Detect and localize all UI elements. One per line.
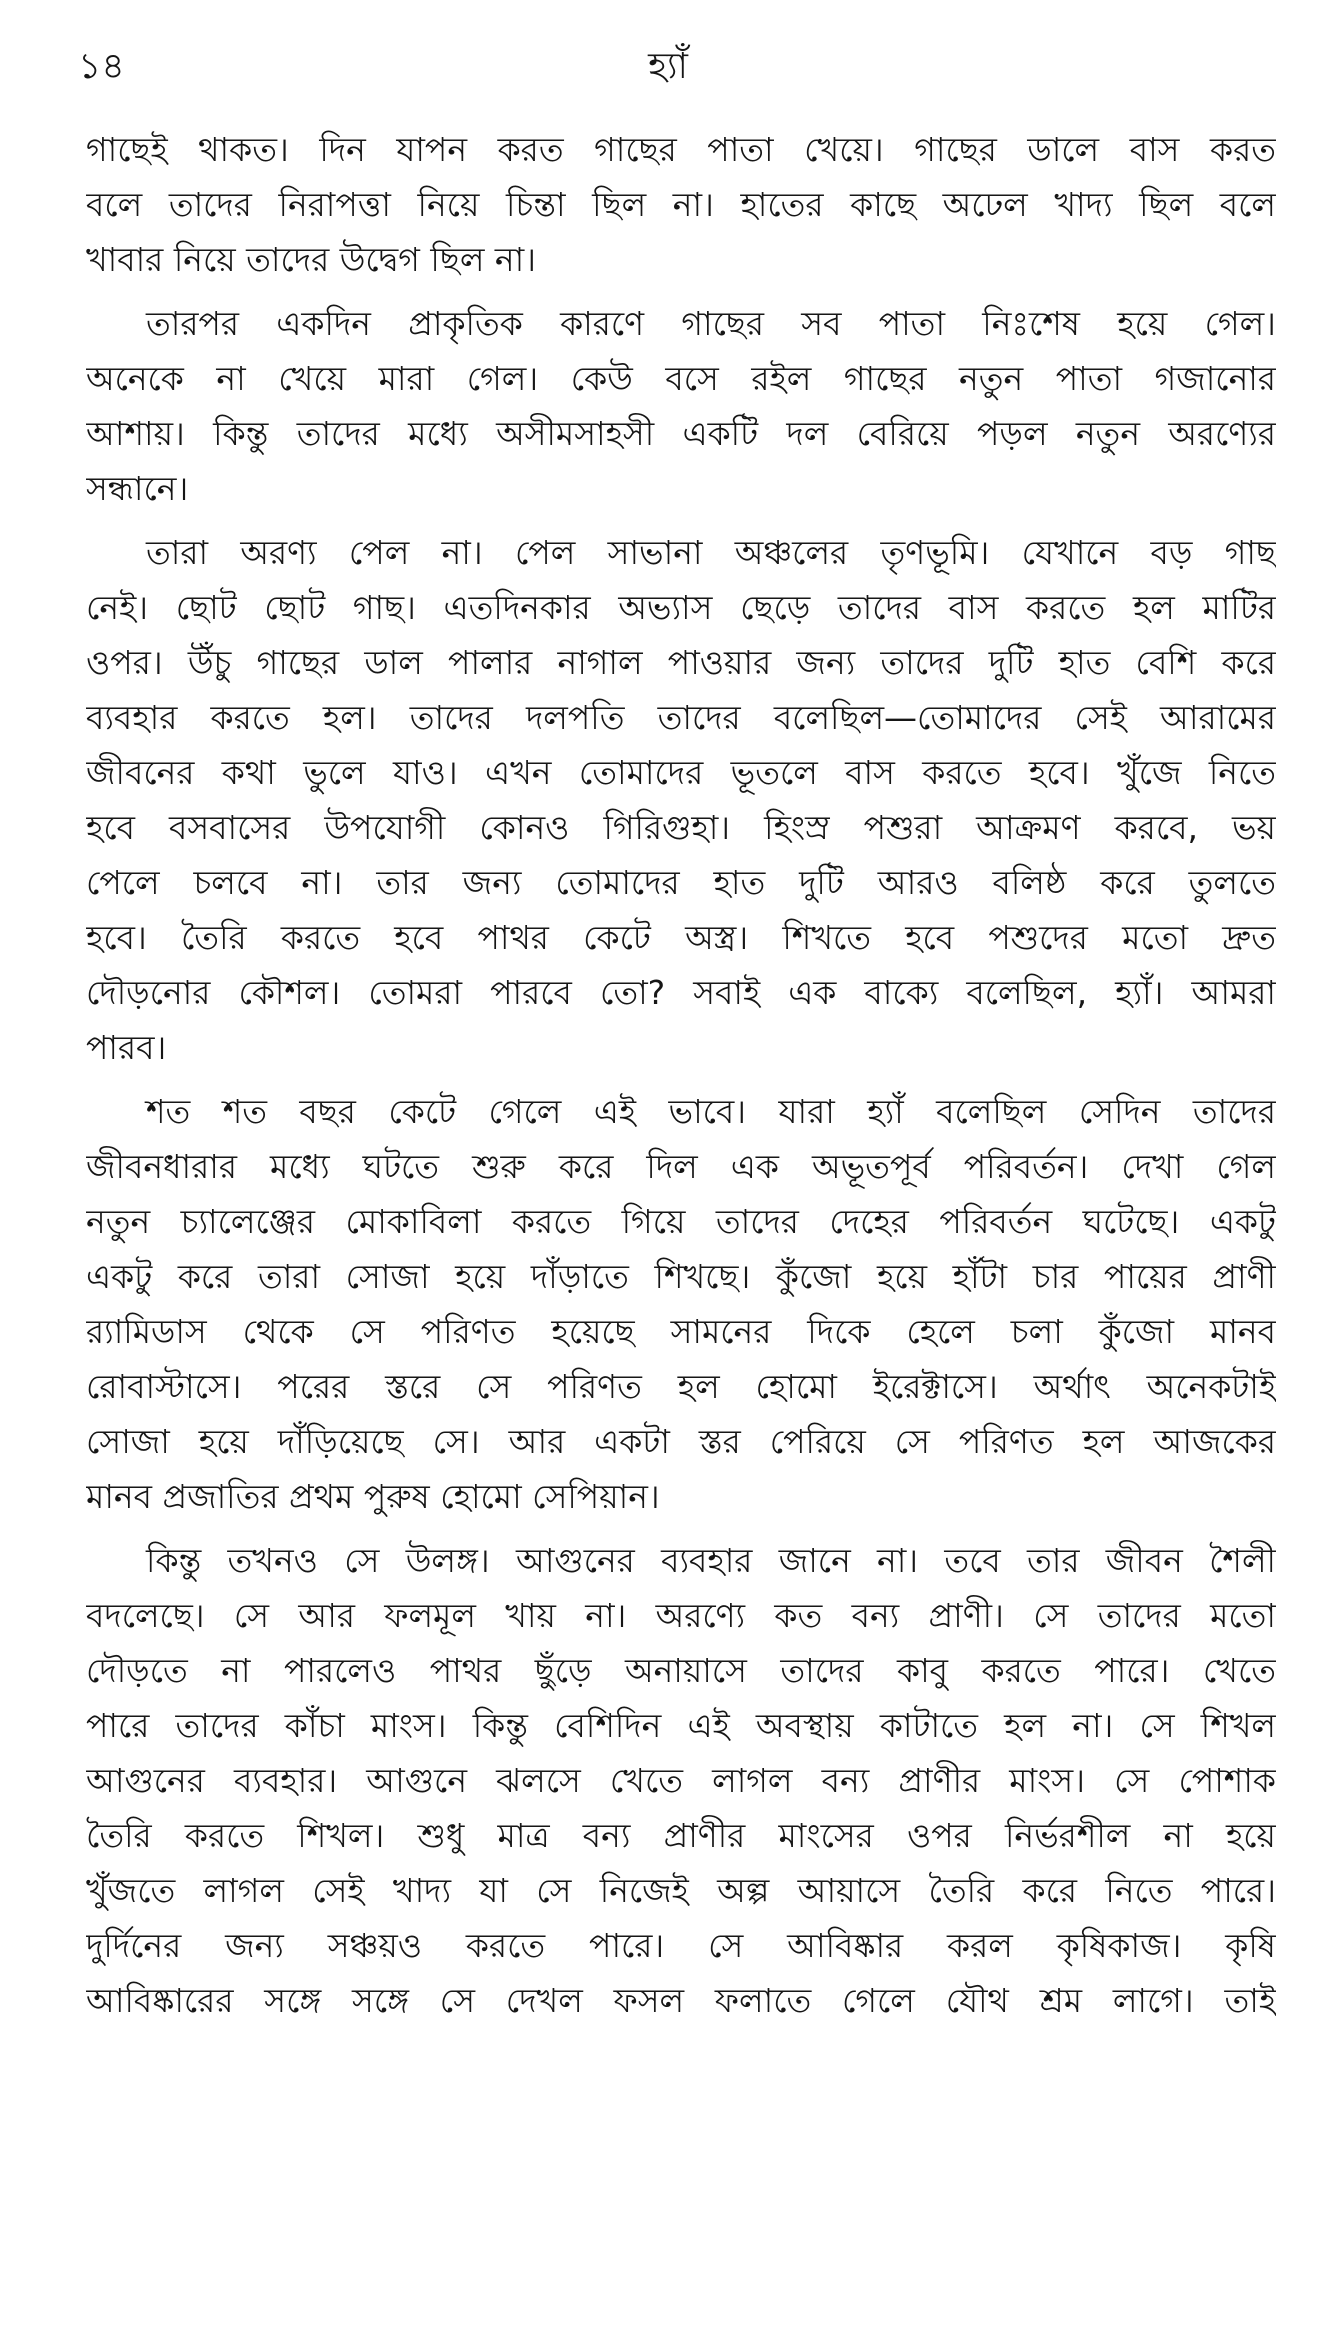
text-line: নেই। ছোট ছোট গাছ। এতদিনকার অভ্যাস ছেড়ে তাদের বাস করতে হল মাটির bbox=[86, 588, 1276, 627]
text-line: দৌড়নোর কৌশল। তোমরা পারবে তো? সবাই এক বাক্যে বলেছিল, হ্যাঁ। আমরা bbox=[86, 973, 1276, 1012]
text-line: তারা অরণ্য পেল না। পেল সাভানা অঞ্চলের তৃণভূমি। যেখানে বড় গাছ bbox=[146, 533, 1276, 572]
text-line: সোজা হয়ে দাঁড়িয়েছে সে। আর একটা স্তর পেরিয়ে সে পরিণত হল আজকের bbox=[86, 1422, 1276, 1461]
text-line: জীবনধারার মধ্যে ঘটতে শুরু করে দিল এক অভূতপূর্ব পরিবর্তন। দেখা গেল bbox=[86, 1147, 1276, 1186]
text-line: বলে তাদের নিরাপত্তা নিয়ে চিন্তা ছিল না। হাতের কাছে অঢেল খাদ্য ছিল বলে bbox=[86, 185, 1276, 224]
text-line: দৌড়তে না পারলেও পাথর ছুঁড়ে অনায়াসে তাদের কাবু করতে পারে। খেতে bbox=[86, 1651, 1276, 1690]
text-line: পেলে চলবে না। তার জন্য তোমাদের হাত দুটি আরও বলিষ্ঠ করে তুলতে bbox=[86, 863, 1276, 902]
text-line: রোবাস্টাসে। পরের স্তরে সে পরিণত হল হোমো ইরেক্টাসে। অর্থাৎ অনেকটাই bbox=[86, 1367, 1276, 1406]
paragraph bbox=[86, 525, 1276, 1075]
paragraph bbox=[86, 1084, 1276, 1524]
text-line: সন্ধানে। bbox=[86, 469, 189, 508]
text-line: অনেকে না খেয়ে মারা গেল। কেউ বসে রইল গাছের নতুন পাতা গজানোর bbox=[86, 359, 1276, 398]
text-line: একটু করে তারা সোজা হয়ে দাঁড়াতে শিখছে। কুঁজো হয়ে হাঁটা চার পায়ের প্রাণী bbox=[86, 1257, 1276, 1296]
text-line: আবিষ্কারের সঙ্গে সঙ্গে সে দেখল ফসল ফলাতে গেলে যৌথ শ্রম লাগে। তাই bbox=[86, 1981, 1276, 2020]
text-line: পারে তাদের কাঁচা মাংস। কিন্তু বেশিদিন এই অবস্থায় কাটাতে হল না। সে শিখল bbox=[86, 1706, 1276, 1745]
text-line: নতুন চ্যালেঞ্জের মোকাবিলা করতে গিয়ে তাদের দেহের পরিবর্তন ঘটেছে। একটু bbox=[86, 1202, 1276, 1241]
text-line: বদলেছে। সে আর ফলমূল খায় না। অরণ্যে কত বন্য প্রাণী। সে তাদের মতো bbox=[86, 1596, 1276, 1635]
text-line: তারপর একদিন প্রাকৃতিক কারণে গাছের সব পাতা নিঃশেষ হয়ে গেল। bbox=[146, 304, 1276, 343]
page-number: ১৪ bbox=[78, 46, 125, 87]
text-line: পারব। bbox=[86, 1028, 167, 1067]
text-line: ব্যবহার করতে হল। তাদের দলপতি তাদের বলেছিল—তোমাদের সেই আরামের bbox=[86, 698, 1276, 737]
text-line: খুঁজতে লাগল সেই খাদ্য যা সে নিজেই অল্প আয়াসে তৈরি করে নিতে পারে। bbox=[86, 1871, 1276, 1910]
running-title: হ্যাঁ bbox=[648, 46, 688, 87]
text-line: র‌্যামিডাস থেকে সে পরিণত হয়েছে সামনের দিকে হেলে চলা কুঁজো মানব bbox=[86, 1312, 1276, 1351]
text-line: জীবনের কথা ভুলে যাও। এখন তোমাদের ভূতলে বাস করতে হবে। খুঁজে নিতে bbox=[86, 753, 1276, 792]
text-line: শত শত বছর কেটে গেলে এই ভাবে। যারা হ্যাঁ বলেছিল সেদিন তাদের bbox=[146, 1092, 1276, 1131]
text-line: হবে বসবাসের উপযোগী কোনও গিরিগুহা। হিংস্র পশুরা আক্রমণ করবে, ভয় bbox=[86, 808, 1276, 847]
paragraph bbox=[86, 122, 1276, 287]
text-line: তৈরি করতে শিখল। শুধু মাত্র বন্য প্রাণীর মাংসের ওপর নির্ভরশীল না হয়ে bbox=[86, 1816, 1276, 1855]
text-line: আশায়। কিন্তু তাদের মধ্যে অসীমসাহসী একটি দল বেরিয়ে পড়ল নতুন অরণ্যের bbox=[86, 414, 1276, 453]
text-line: গাছেই থাকত। দিন যাপন করত গাছের পাতা খেয়ে। গাছের ডালে বাস করত bbox=[86, 130, 1276, 169]
text-line: হবে। তৈরি করতে হবে পাথর কেটে অস্ত্র। শিখতে হবে পশুদের মতো দ্রুত bbox=[86, 918, 1276, 957]
text-line: খাবার নিয়ে তাদের উদ্বেগ ছিল না। bbox=[86, 240, 536, 279]
paragraph bbox=[86, 1533, 1276, 2028]
text-line: আগুনের ব্যবহার। আগুনে ঝলসে খেতে লাগল বন্য প্রাণীর মাংস। সে পোশাক bbox=[86, 1761, 1276, 1800]
text-line: দুর্দিনের জন্য সঞ্চয়ও করতে পারে। সে আবিষ্কার করল কৃষিকাজ। কৃষি bbox=[86, 1926, 1276, 1965]
text-line: ওপর। উঁচু গাছের ডাল পালার নাগাল পাওয়ার জন্য তাদের দুটি হাত বেশি করে bbox=[86, 643, 1276, 682]
body-text bbox=[86, 122, 1276, 2028]
text-line: কিন্তু তখনও সে উলঙ্গ। আগুনের ব্যবহার জানে না। তবে তার জীবন শৈলী bbox=[146, 1541, 1276, 1580]
paragraph bbox=[86, 296, 1276, 516]
text-line: মানব প্রজাতির প্রথম পুরুষ হোমো সেপিয়ান। bbox=[86, 1477, 660, 1516]
